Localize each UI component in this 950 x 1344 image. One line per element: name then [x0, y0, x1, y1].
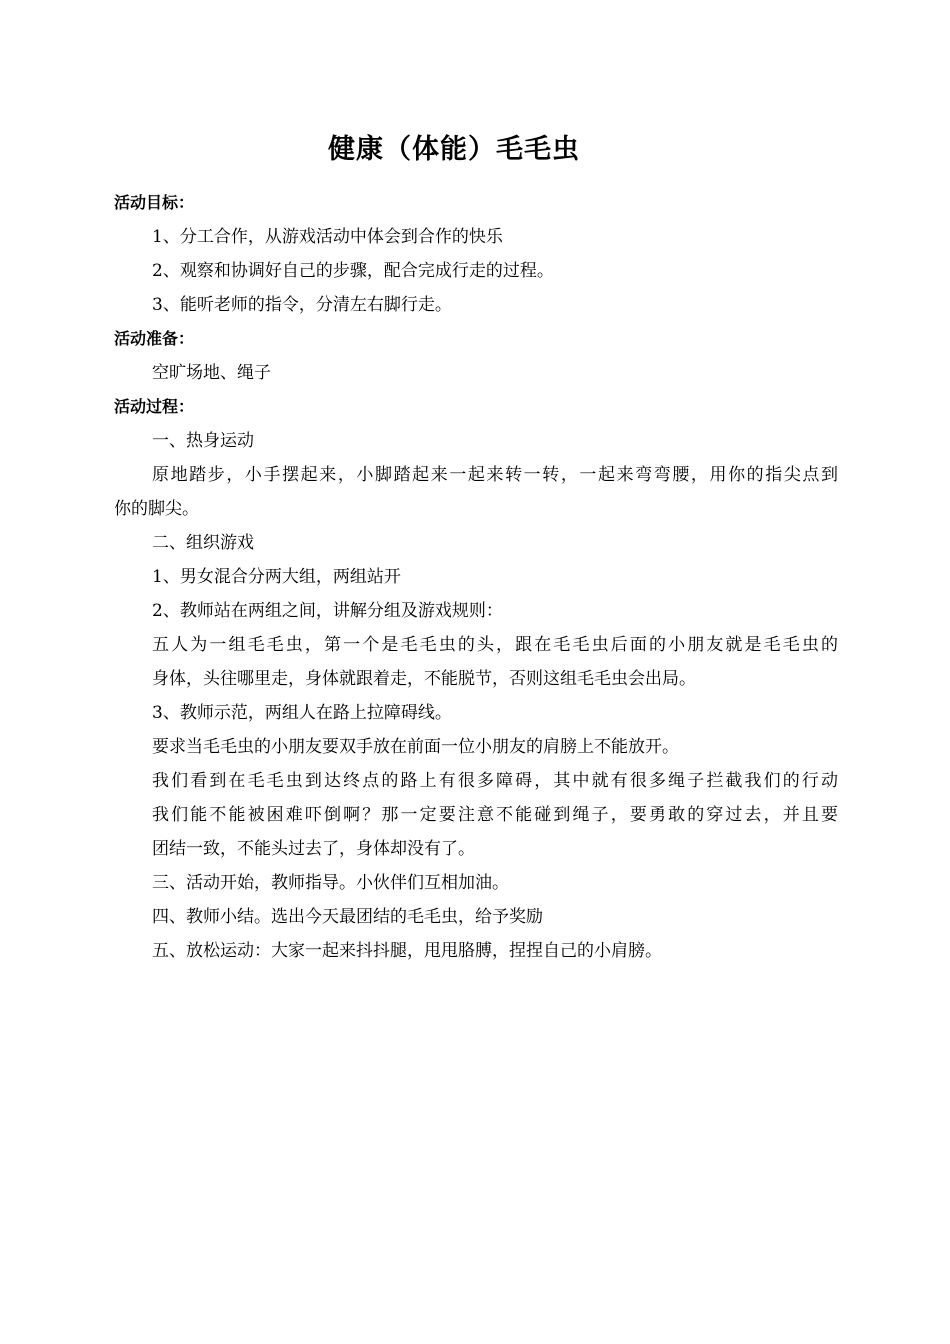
- process-line-6: 2、教师站在两组之间，讲解分组及游戏规则：: [152, 601, 503, 621]
- goal-item-3: 3、能听老师的指令，分清左右脚行走。: [152, 295, 452, 315]
- process-line-9: 3、教师示范，两组人在路上拉障碍线。: [152, 703, 452, 723]
- process-line-14: 三、活动开始，教师指导。小伙伴们互相加油。: [152, 873, 509, 893]
- process-line-7: 五人为一组毛毛虫，第一个是毛毛虫的头，跟在毛毛虫后面的小朋友就是毛毛虫的: [152, 635, 838, 655]
- process-line-13: 团结一致，不能头过去了，身体却没有了。: [152, 839, 475, 859]
- section-heading-process: 活动过程：: [114, 397, 195, 416]
- process-line-12: 我们能不能被困难吓倒啊？那一定要注意不能碰到绳子，要勇敢的穿过去，并且要: [152, 805, 838, 825]
- process-line-10: 要求当毛毛虫的小朋友要双手放在前面一位小朋友的肩膀上不能放开。: [152, 737, 679, 757]
- process-line-16: 五、放松运动：大家一起来抖抖腿，甩甩胳膊，捏捏自己的小肩膀。: [152, 941, 662, 961]
- process-line-8: 身体，头往哪里走，身体就跟着走，不能脱节，否则这组毛毛虫会出局。: [152, 669, 696, 689]
- goal-item-2: 2、观察和协调好自己的步骤，配合完成行走的过程。: [152, 261, 554, 281]
- process-line-1: 一、热身运动: [152, 431, 254, 451]
- process-line-5: 1、男女混合分两大组，两组站开: [152, 567, 401, 587]
- document-title: 健康（体能）毛毛虫: [328, 134, 580, 165]
- preparation-item-1: 空旷场地、绳子: [152, 363, 271, 383]
- document-body: [114, 186, 838, 968]
- process-line-4: 二、组织游戏: [152, 533, 254, 553]
- goal-item-1: 1、分工合作，从游戏活动中体会到合作的快乐: [152, 227, 503, 247]
- process-line-3: 你的脚尖。: [114, 499, 199, 519]
- section-heading-goals: 活动目标：: [114, 193, 195, 212]
- process-line-15: 四、教师小结。选出今天最团结的毛毛虫，给予奖励: [152, 907, 543, 927]
- section-heading-preparation: 活动准备：: [114, 329, 195, 348]
- process-line-2: 原地踏步，小手摆起来，小脚踏起来一起来转一转，一起来弯弯腰，用你的指尖点到: [152, 465, 838, 485]
- process-line-11: 我们看到在毛毛虫到达终点的路上有很多障碍，其中就有很多绳子拦截我们的行动: [152, 771, 838, 791]
